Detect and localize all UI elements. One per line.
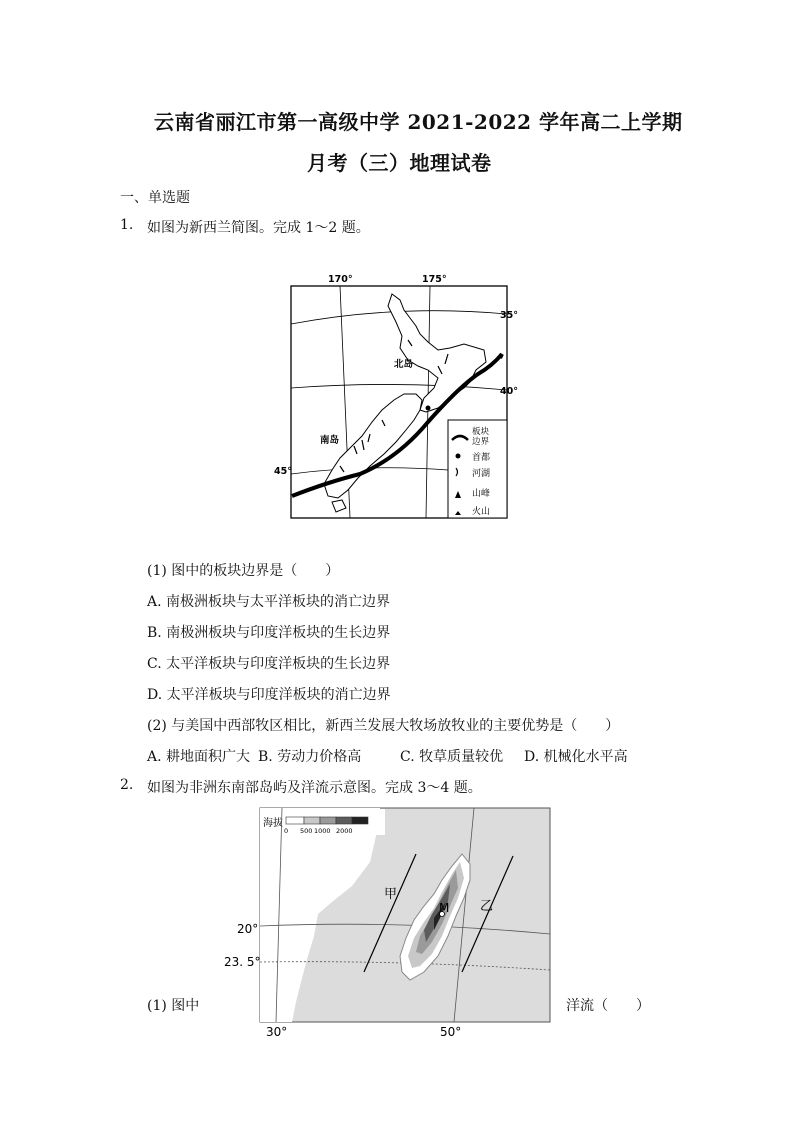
south-island-label: 南岛 <box>320 435 340 446</box>
legend-tick-0: 0 <box>284 827 289 835</box>
question-stem: 如图为新西兰简图。完成 1～2 题。 <box>147 220 370 236</box>
sub-question-stem-start: (1) 图中 <box>147 998 200 1014</box>
question-stem: 如图为非洲东南部岛屿及洋流示意图。完成 3～4 题。 <box>147 780 482 796</box>
legend-peak: 山峰 <box>472 489 491 499</box>
sub-question-stem: (2) 与美国中西部牧区相比，新西兰发展大牧场放牧业的主要优势是（ ） <box>147 718 620 734</box>
option-b[interactable]: B. 南极洲板块与印度洋板块的生长边界 <box>147 625 391 641</box>
lat-23-5-label: 23. 5° <box>224 955 261 969</box>
legend-tick-1000: 1000 <box>314 827 331 835</box>
option-c[interactable]: C. 太平洋板块与印度洋板块的生长边界 <box>147 656 391 672</box>
page-title-line1: 云南省丽江市第一高级中学 2021-2022 学年高二上学期 <box>154 110 683 134</box>
legend-river-lake: 河湖 <box>472 469 491 479</box>
lon-50-label: 50° <box>440 1025 462 1039</box>
label-jia: 甲 <box>384 887 398 902</box>
option-d[interactable]: D. 太平洋板块与印度洋板块的消亡边界 <box>147 687 391 703</box>
option-c[interactable]: C. 牧草质量较优 <box>400 749 504 765</box>
lat-20-label: 20° <box>237 922 259 936</box>
legend-capital: 首都 <box>472 453 491 463</box>
legend-volcano: 火山 <box>472 507 491 517</box>
option-a[interactable]: A. 南极洲板块与太平洋板块的消亡边界 <box>147 594 391 610</box>
question-number: 1. <box>120 217 134 233</box>
section-heading: 一、单选题 <box>120 190 190 206</box>
option-b[interactable]: B. 劳动力价格高 <box>258 749 362 765</box>
legend-plate-boundary-1: 板块 <box>472 427 490 437</box>
legend-plate-boundary-2: 边界 <box>472 437 490 447</box>
legend-tick-500: 500 <box>300 827 313 835</box>
option-a[interactable]: A. 耕地面积广大 <box>147 749 251 765</box>
lat-35-label: 35° <box>500 310 518 321</box>
madagascar-map <box>220 806 556 1040</box>
question-number: 2. <box>120 777 134 793</box>
page-title-line2: 月考（三）地理试卷 <box>307 151 492 175</box>
option-d[interactable]: D. 机械化水平高 <box>524 749 628 765</box>
sub-question-stem: (1) 图中的板块边界是（ ） <box>147 563 340 579</box>
legend-tick-2000: 2000 <box>336 827 353 835</box>
elevation-legend-title: 海拔 <box>263 818 283 829</box>
lon-30-label: 30° <box>266 1025 288 1039</box>
north-island-label: 北岛 <box>394 359 414 370</box>
label-yi: 乙 <box>480 899 494 914</box>
label-m: M <box>439 901 450 915</box>
new-zealand-map <box>274 270 520 522</box>
sub-question-stem-end: 洋流（ ） <box>566 998 650 1014</box>
lat-45-label: 45° <box>274 466 292 477</box>
lon-175-label: 175° <box>422 274 447 285</box>
lon-170-label: 170° <box>328 274 353 285</box>
lat-40-label: 40° <box>500 386 518 397</box>
